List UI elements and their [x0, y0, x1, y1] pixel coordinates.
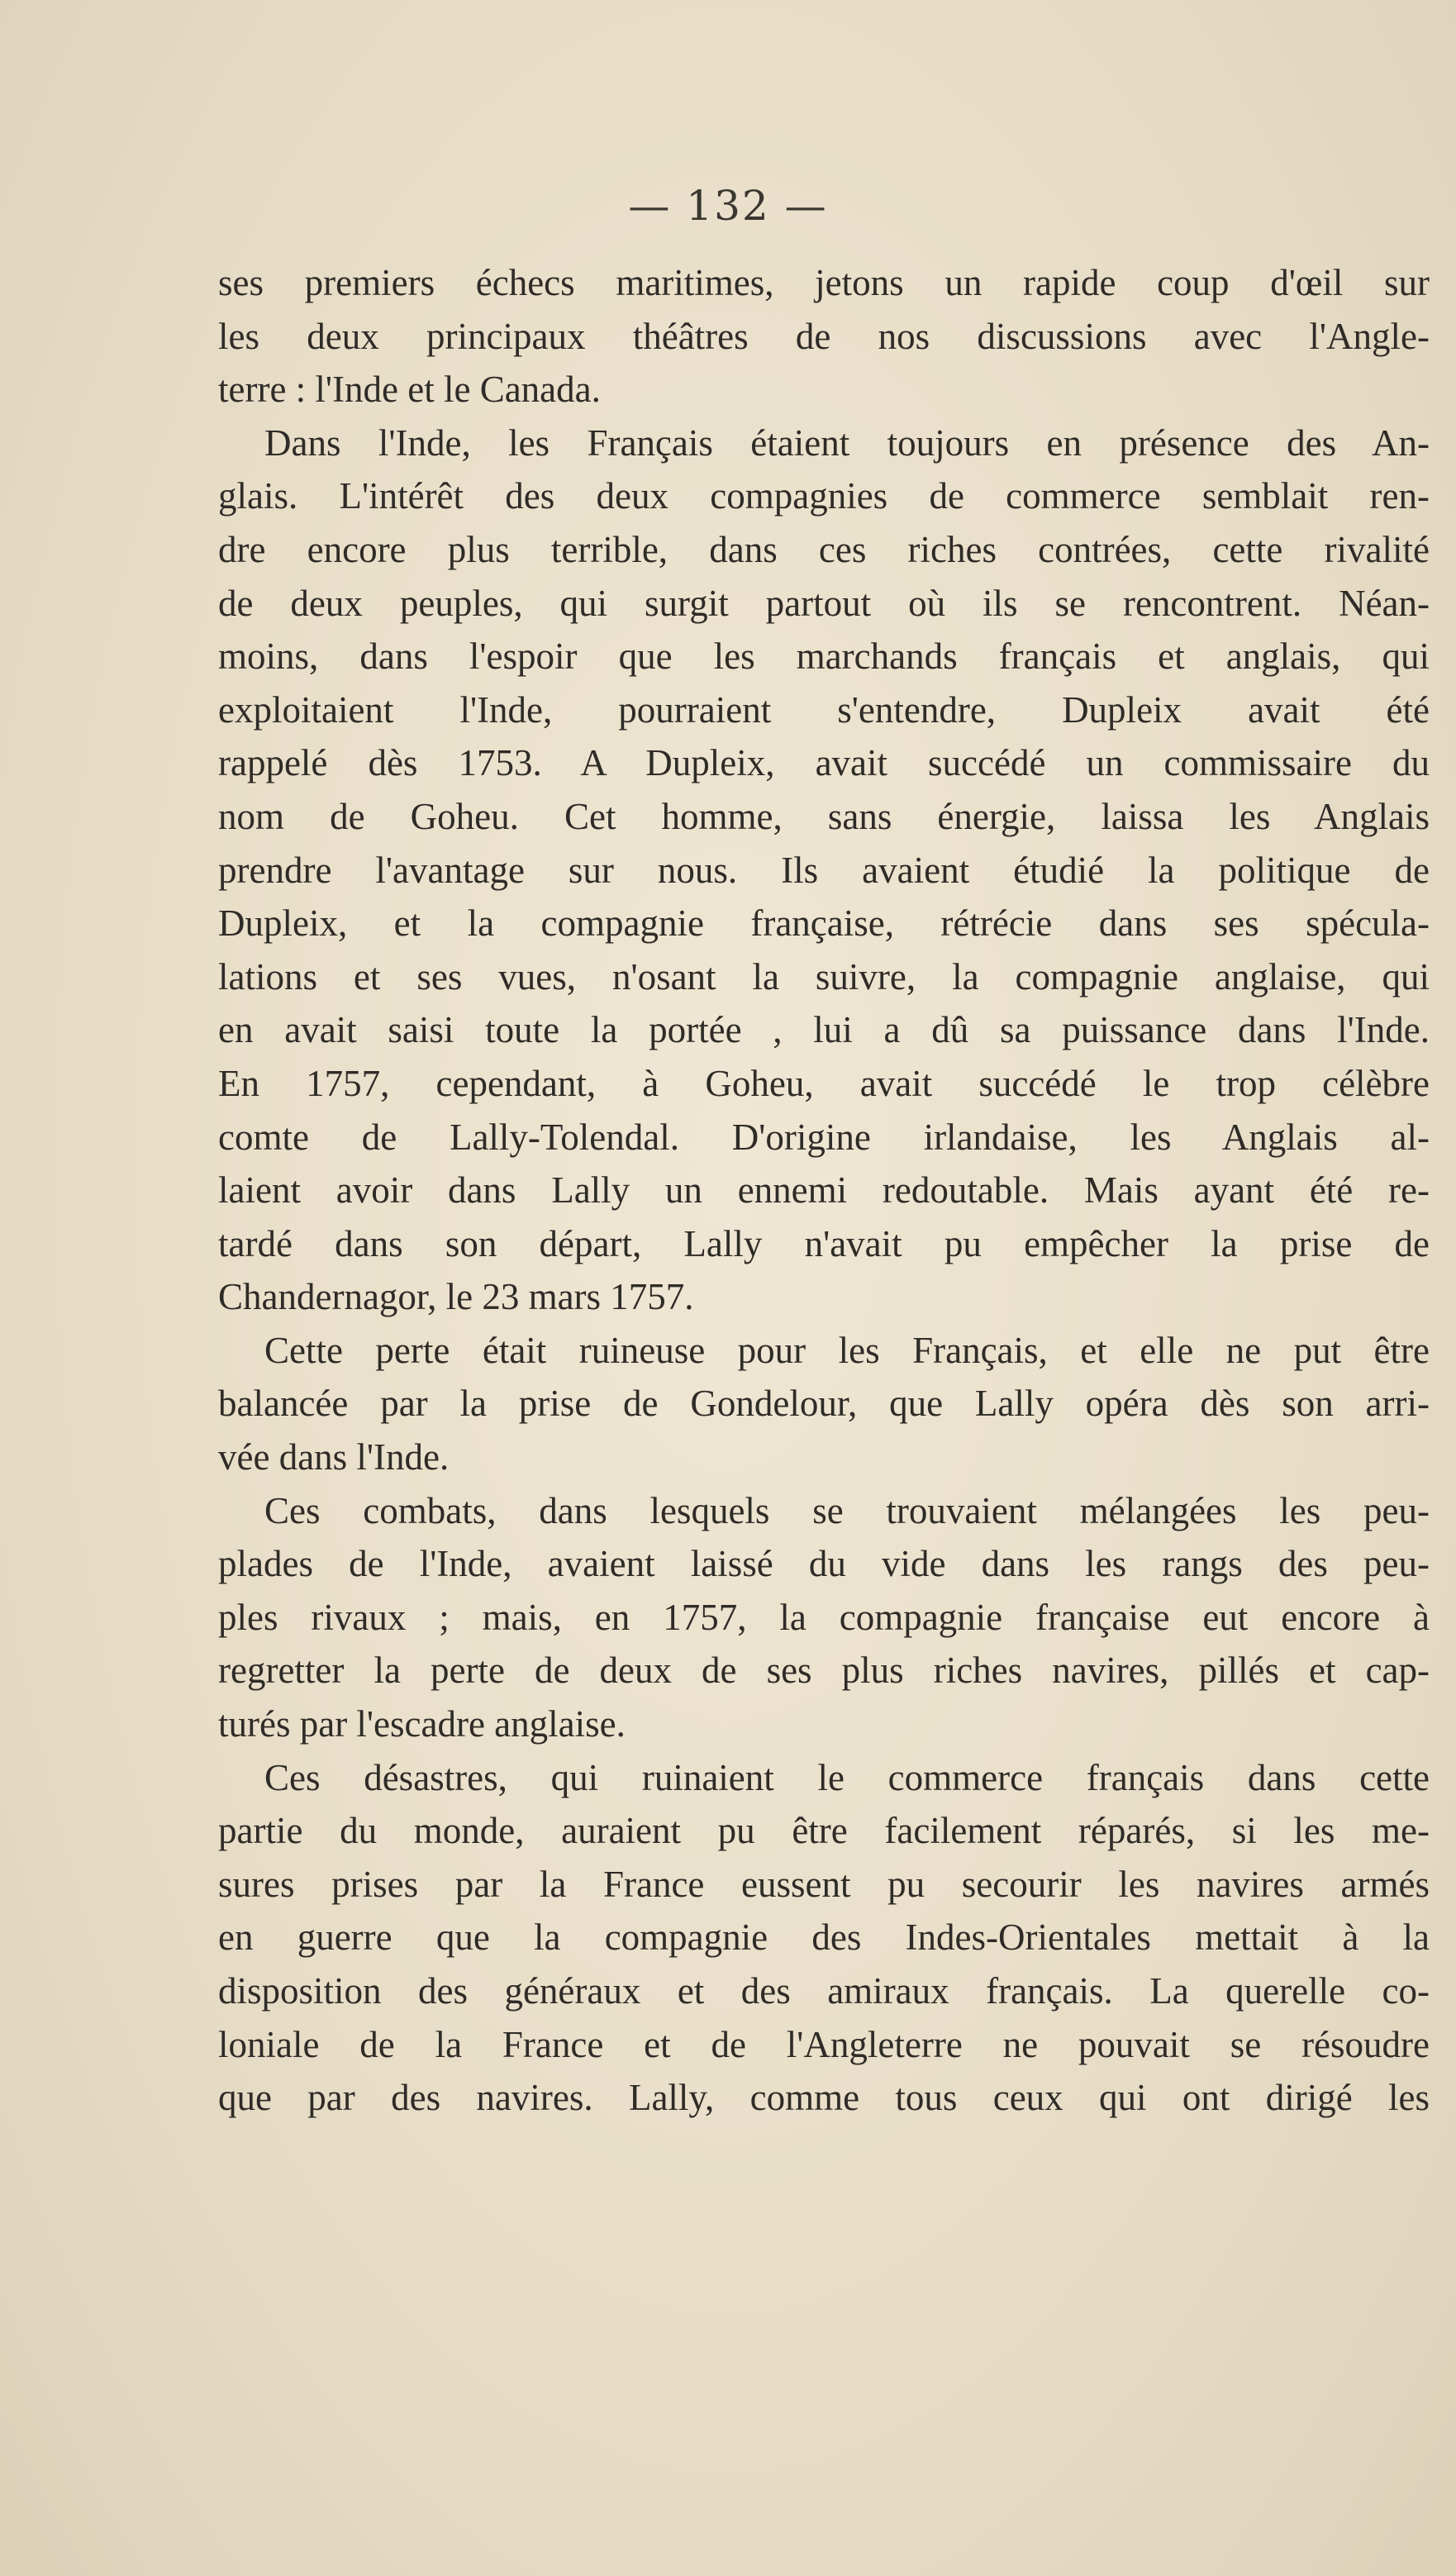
text-line: Ces désastres, qui ruinaient le commerce français dans cette [264, 1756, 1430, 1798]
text-line: ses premiers échecs maritimes, jetons un rapide coup d'œil sur [218, 262, 1430, 303]
text-line: Chandernagor, le 23 mars 1757. [218, 1276, 694, 1318]
body-text [218, 256, 1430, 2125]
text-line: sures prises par la France eussent pu secourir les navires armés [218, 1863, 1430, 1905]
text-line: Ces combats, dans lesquels se trouvaient mélangées les peu- [264, 1489, 1430, 1531]
text-line: tardé dans son départ, Lally n'avait pu empêcher la prise de [218, 1222, 1430, 1264]
text-line: loniale de la France et de l'Angleterre ne pouvait se résoudre [218, 2023, 1430, 2065]
text-line: nom de Goheu. Cet homme, sans énergie, laissa les Anglais [218, 795, 1430, 837]
text-line: En 1757, cependant, à Goheu, avait succédé le trop célèbre [218, 1062, 1430, 1104]
text-line: turés par l'escadre anglaise. [218, 1703, 626, 1745]
text-line: en avait saisi toute la portée , lui a dû sa puissance dans l'Inde. [218, 1009, 1430, 1051]
text-line: glais. L'intérêt des deux compagnies de commerce semblait ren- [218, 475, 1430, 517]
text-line: prendre l'avantage sur nous. Ils avaient étudié la politique de [218, 849, 1430, 891]
text-line: Cette perte était ruineuse pour les Français, et elle ne put être [264, 1329, 1430, 1371]
text-line: les deux principaux théâtres de nos discussions avec l'Angle- [218, 315, 1430, 357]
text-line: rappelé dès 1753. A Dupleix, avait succédé un commissaire du [218, 742, 1430, 784]
text-line: ples rivaux ; mais, en 1757, la compagnie française eut encore à [218, 1596, 1430, 1638]
text-line: en guerre que la compagnie des Indes-Orientales mettait à la [218, 1917, 1430, 1959]
page-number: — 132 — [628, 182, 828, 230]
text-line: dre encore plus terrible, dans ces riches contrées, cette rivalité [218, 528, 1430, 570]
text-line: lations et ses vues, n'osant la suivre, la compagnie anglaise, qui [218, 955, 1430, 998]
text-line: comte de Lally-Tolendal. D'origine irlandaise, les Anglais al- [218, 1116, 1430, 1158]
text-line: de deux peuples, qui surgit partout où ils se rencontrent. Néan- [218, 582, 1430, 624]
text-line: disposition des généraux et des amiraux français. La querelle co- [218, 1970, 1430, 2012]
text-line: Dans l'Inde, les Français étaient toujours en présence des An- [264, 421, 1430, 464]
text-line: que par des navires. Lally, comme tous ceux qui ont dirigé les [218, 2077, 1430, 2119]
text-line: vée dans l'Inde. [218, 1436, 450, 1478]
text-line: Dupleix, et la compagnie française, rétrécie dans ses spécula- [218, 902, 1430, 945]
text-line: moins, dans l'espoir que les marchands français et anglais, qui [218, 636, 1430, 678]
text-line: exploitaient l'Inde, pourraient s'entendre, Dupleix avait été [218, 688, 1430, 731]
text-line: balancée par la prise de Gondelour, que Lally opéra dès son arri- [218, 1383, 1430, 1425]
text-line: regretter la perte de deux de ses plus riches navires, pillés et cap- [218, 1650, 1430, 1692]
text-line: plades de l'Inde, avaient laissé du vide dans les rangs des peu- [218, 1543, 1430, 1585]
text-line: terre : l'Inde et le Canada. [218, 369, 601, 411]
text-line: laient avoir dans Lally un ennemi redoutable. Mais ayant été re- [218, 1169, 1430, 1212]
text-line: partie du monde, auraient pu être facilement réparés, si les me- [218, 1810, 1430, 1852]
